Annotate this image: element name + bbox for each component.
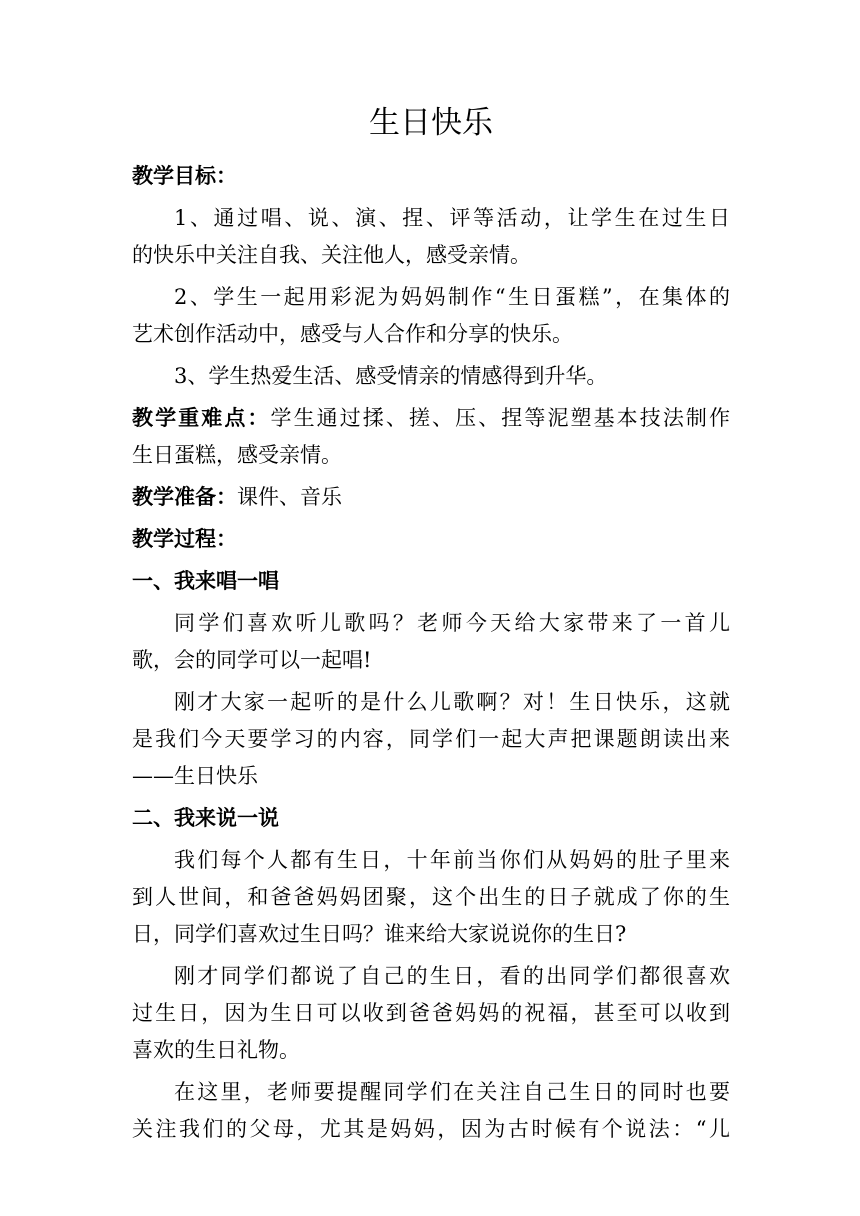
preparation-line: [132, 479, 730, 516]
objective-2-line-2: 艺术创作活动中，感受与人合作和分享的快乐。: [132, 322, 573, 346]
objective-3-line-1: 3、学生热爱生活、感受情亲的情感得到升华。: [174, 364, 608, 388]
s2-p3-line-2: 关注我们的父母，尤其是妈妈，因为古时候有个说法：“儿: [132, 1117, 730, 1141]
s1-p2-line-1: 刚才大家一起听的是什么儿歌啊？对！生日快乐，这就: [174, 690, 730, 714]
objectives-label: [132, 158, 730, 195]
key-points-line-2: 生日蛋糕，感受亲情。: [132, 443, 342, 467]
document-page: [132, 100, 730, 1148]
s2-p3-line-1: 在这里，老师要提醒同学们在关注自己生日的同时也要: [174, 1080, 730, 1104]
objective-1-line-2: 的快乐中关注自我、关注他人，感受亲情。: [132, 243, 531, 267]
key-points-label: 教学重难点：: [132, 406, 271, 430]
s2-p2-line-1: 刚才同学们都说了自己的生日，看的出同学们都很喜欢: [174, 964, 730, 988]
section-2-paragraph-1: [132, 842, 730, 953]
s1-p1-line-2: 歌，会的同学可以一起唱!: [132, 648, 372, 672]
document-title: 生日快乐: [369, 105, 493, 141]
objective-2-line-1: 2、学生一起用彩泥为妈妈制作“生日蛋糕”，在集体的: [174, 285, 730, 309]
key-points-text-1: 学生通过揉、搓、压、捏等泥塑基本技法制作: [270, 406, 731, 430]
objective-item-2: [132, 279, 730, 353]
objective-1-line-1: 1、通过唱、说、演、捏、评等活动，让学生在过生日: [174, 206, 730, 230]
s2-p1-line-1: 我们每个人都有生日，十年前当你们从妈妈的肚子里来: [174, 848, 730, 872]
section-2-heading: 二、我来说一说: [132, 806, 279, 830]
s2-p1-line-3: 日，同学们喜欢过生日吗？谁来给大家说说你的生日?: [132, 922, 627, 946]
section-1-paragraph-1: [132, 605, 730, 679]
section-1-paragraph-2: [132, 684, 730, 795]
s1-p2-line-3: ——生日快乐: [132, 764, 258, 788]
objective-item-3: [132, 358, 730, 395]
process-label-line: [132, 521, 730, 558]
key-points-line-1: [132, 400, 730, 437]
s2-p2-line-2: 过生日，因为生日可以收到爸爸妈妈的祝福，甚至可以收到: [132, 1001, 730, 1025]
preparation-text: 课件、音乐: [237, 485, 342, 509]
section-2-paragraph-3: [132, 1074, 730, 1148]
process-label: 教学过程：: [132, 527, 237, 551]
section-1-heading: 一、我来唱一唱: [132, 569, 279, 593]
objective-item-1: [132, 200, 730, 274]
objectives-label-text: 教学目标：: [132, 164, 237, 188]
s1-p2-line-2: 是我们今天要学习的内容，同学们一起大声把课题朗读出来: [132, 727, 730, 751]
preparation-label: 教学准备：: [132, 485, 237, 509]
s2-p2-line-3: 喜欢的生日礼物。: [132, 1038, 300, 1062]
s2-p1-line-2: 到人世间，和爸爸妈妈团聚，这个出生的日子就成了你的生: [132, 885, 730, 909]
s1-p1-line-1: 同学们喜欢听儿歌吗？老师今天给大家带来了一首儿: [174, 611, 730, 635]
section-2-paragraph-2: [132, 958, 730, 1069]
